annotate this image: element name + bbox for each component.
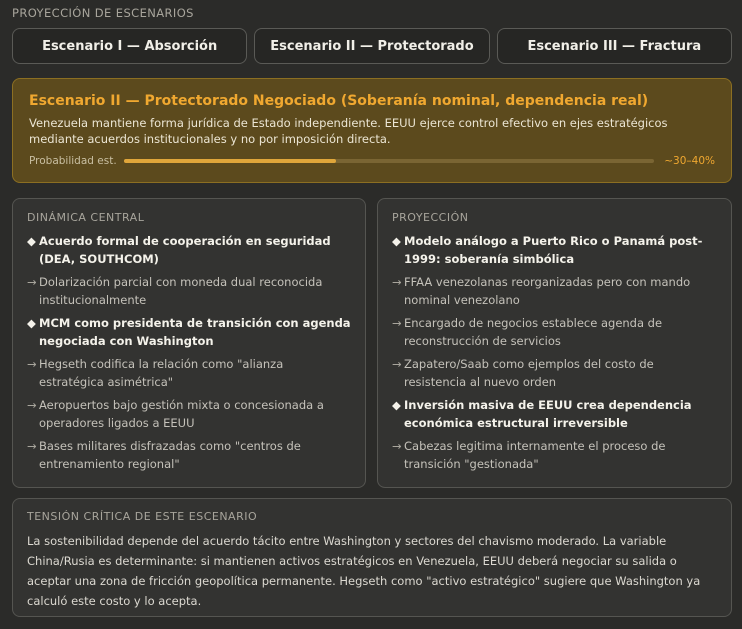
diamond-bullet-icon: ◆	[27, 234, 36, 248]
dynamics-title: DINÁMICA CENTRAL	[27, 211, 145, 224]
probability-value: ~30–40%	[664, 155, 715, 167]
probability-row	[29, 155, 715, 167]
probability-bar-fill	[124, 159, 336, 163]
projection-item-text: Zapatero/Saab como ejemplos del costo de resistencia al nuevo orden	[404, 357, 654, 389]
diamond-bullet-icon: ◆	[392, 398, 401, 412]
projection-item	[392, 355, 717, 391]
dynamics-list	[27, 232, 351, 473]
diamond-bullet-icon: ◆	[392, 234, 401, 248]
dynamics-item-text: MCM como presidenta de transición con agenda negociada con Washington	[39, 316, 351, 348]
arrow-bullet-icon: →	[27, 398, 37, 412]
dynamics-card	[12, 198, 366, 488]
projection-list	[392, 232, 717, 473]
arrow-bullet-icon: →	[392, 357, 402, 371]
projection-item	[392, 437, 717, 473]
projection-item-text: Inversión masiva de EEUU crea dependencia económica estructural irreversible	[404, 398, 692, 430]
arrow-bullet-icon: →	[392, 275, 402, 289]
tension-title: TENSIÓN CRÍTICA DE ESTE ESCENARIO	[27, 510, 258, 523]
diamond-bullet-icon: ◆	[27, 316, 36, 330]
tab-scenario-1[interactable]: Escenario I — Absorción	[12, 28, 247, 64]
dynamics-item	[27, 314, 351, 350]
probability-label: Probabilidad est.	[29, 155, 117, 167]
dynamics-item	[27, 273, 351, 309]
projection-item-text: Cabezas legitima internamente el proceso de transición "gestionada"	[404, 439, 666, 471]
scenario-title: Escenario II — Protectorado Negociado (Soberanía nominal, dependencia real)	[29, 93, 649, 109]
arrow-bullet-icon: →	[27, 357, 37, 371]
dynamics-item-text: Dolarización parcial con moneda dual reconocida institucionalmente	[39, 275, 323, 307]
dynamics-item-text: Acuerdo formal de cooperación en seguridad (DEA, SOUTHCOM)	[39, 234, 331, 266]
projection-item	[392, 273, 717, 309]
dynamics-item	[27, 232, 351, 268]
arrow-bullet-icon: →	[27, 275, 37, 289]
projection-item-text: Encargado de negocios establece agenda de reconstrucción de servicios	[404, 316, 663, 348]
projection-item	[392, 232, 717, 268]
dynamics-item	[27, 355, 351, 391]
section-title: PROYECCIÓN DE ESCENARIOS	[12, 6, 194, 20]
tab-scenario-2[interactable]: Escenario II — Protectorado	[254, 28, 489, 64]
tab-scenario-3[interactable]: Escenario III — Fractura	[497, 28, 732, 64]
probability-bar	[124, 159, 654, 163]
projection-item	[392, 396, 717, 432]
tension-body: La sostenibilidad depende del acuerdo tácito entre Washington y sectores del chavismo moderado. La variable China/Rusia es determinante: si mantienen activos estratégicos en Venezuela, EEUU deberá negociar su salida o aceptar una zona de fricción geopolítica permanente. Hegseth como "activo estratégico" sugiere que Washington ya calculó este costo y lo acepta.	[27, 534, 701, 608]
arrow-bullet-icon: →	[27, 439, 37, 453]
dynamics-item	[27, 396, 351, 432]
projection-title: PROYECCIÓN	[392, 211, 469, 224]
arrow-bullet-icon: →	[392, 439, 402, 453]
dynamics-item-text: Aeropuertos bajo gestión mixta o concesionada a operadores ligados a EEUU	[39, 398, 324, 430]
projection-item	[392, 314, 717, 350]
dynamics-item-text: Bases militares disfrazadas como "centros de entrenamiento regional"	[39, 439, 301, 471]
projection-item-text: FFAA venezolanas reorganizadas pero con mando nominal venezolano	[404, 275, 691, 307]
arrow-bullet-icon: →	[392, 316, 402, 330]
projection-item-text: Modelo análogo a Puerto Rico o Panamá post-1999: soberanía simbólica	[404, 234, 703, 266]
scenario-tabs	[12, 28, 732, 64]
dynamics-item	[27, 437, 351, 473]
tension-card	[12, 498, 732, 617]
scenario-description: Venezuela mantiene forma jurídica de Estado independiente. EEUU ejerce control efectivo en ejes estratégicos mediante acuerdos institucionales y no por imposición directa.	[29, 116, 668, 146]
scenario-summary-card	[12, 78, 732, 183]
projection-card	[377, 198, 732, 488]
dynamics-item-text: Hegseth codifica la relación como "alianza estratégica asimétrica"	[39, 357, 284, 389]
